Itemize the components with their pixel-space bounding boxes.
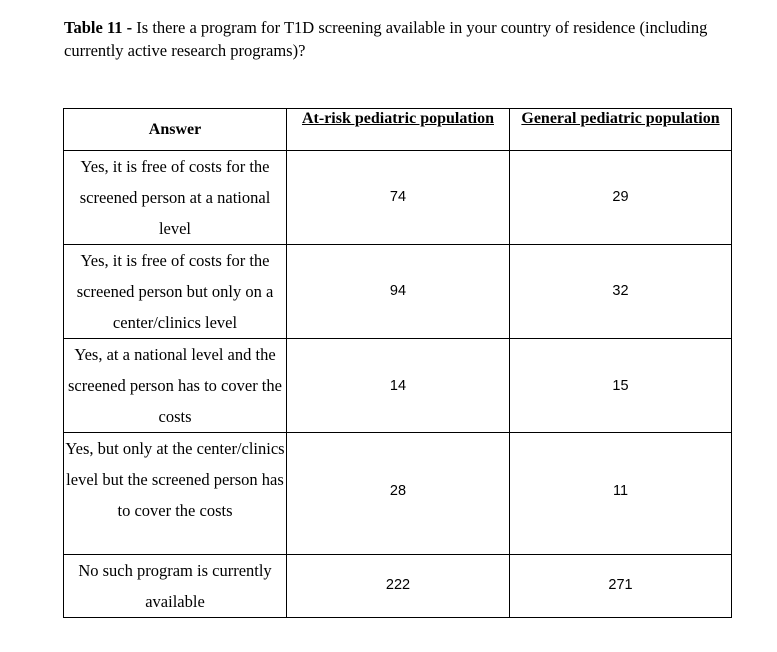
column-header-answer: Answer: [64, 109, 287, 151]
at-risk-count-cell: 74: [287, 151, 510, 245]
general-count-cell: 15: [510, 339, 732, 433]
answer-cell: Yes, but only at the center/clinics level but the screened person has to cover the costs: [64, 433, 287, 555]
answer-cell: Yes, it is free of costs for the screened person at a national level: [64, 151, 287, 245]
at-risk-count-cell: 28: [287, 433, 510, 555]
table-row: [64, 555, 732, 618]
answer-cell: Yes, at a national level and the screened person has to cover the costs: [64, 339, 287, 433]
column-header-general: General pediatric population: [510, 109, 732, 151]
table-row: [64, 339, 732, 433]
screening-table: [63, 108, 732, 618]
general-count-cell: 32: [510, 245, 732, 339]
column-header-at-risk: At-risk pediatric population: [287, 109, 510, 151]
table-row: [64, 151, 732, 245]
general-count-cell: 11: [510, 433, 732, 555]
table-label: Table 11 -: [64, 18, 133, 37]
table-question: Is there a program for T1D screening available in your country of residence (including currently active research programs)?: [64, 18, 708, 60]
at-risk-count-cell: 222: [287, 555, 510, 618]
table-header-row: [64, 109, 732, 151]
table-row: [64, 245, 732, 339]
answer-cell: Yes, it is free of costs for the screened person but only on a center/clinics level: [64, 245, 287, 339]
table-caption: [64, 16, 724, 62]
general-count-cell: 271: [510, 555, 732, 618]
at-risk-count-cell: 94: [287, 245, 510, 339]
at-risk-count-cell: 14: [287, 339, 510, 433]
table-row: [64, 433, 732, 555]
answer-cell: No such program is currently available: [64, 555, 287, 618]
general-count-cell: 29: [510, 151, 732, 245]
